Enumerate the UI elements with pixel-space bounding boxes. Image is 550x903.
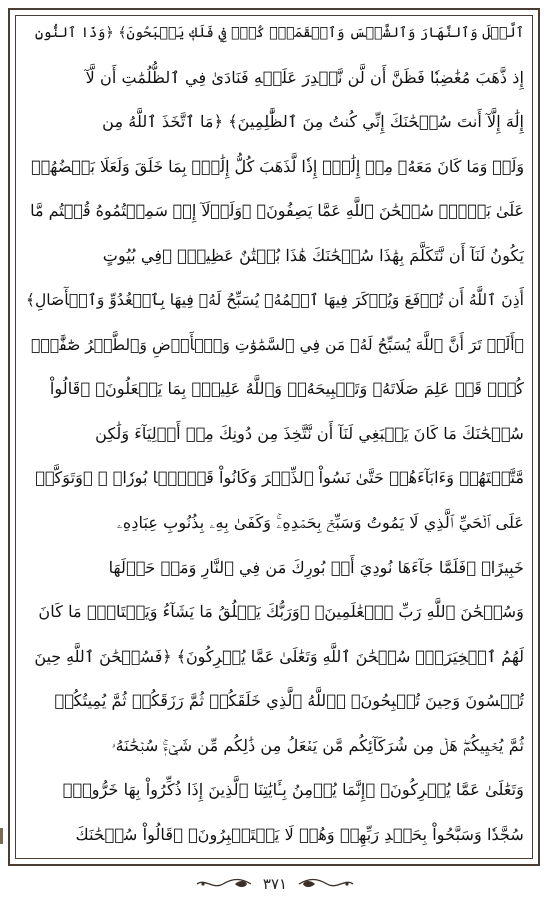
left-flourish-icon (195, 877, 253, 891)
text-line: كُلّٞ قَدۡ عَلِمَ صَلَاتَهُۥ وَتَسۡبِيحَهُۥۗ وَٱللَّهُ عَلِيمُۢ بِمَا يَفۡعَلُونَ﴾ ﴿قَالُواْ (49, 379, 524, 399)
text-line: لَهُمُ ٱلۡخِيَرَةُۚ سُبۡحَٰنَ ٱللَّهِ وَتَعَٰلَىٰ عَمَّا يُشۡرِكُونَ﴾ ﴿فَسُبۡحَٰنَ ٱللَّهِ حِينَ (34, 646, 524, 666)
text-line: سُجَّدٗا وَسَبَّحُواْ بِحَمۡدِ رَبِّهِمۡ وَهُمۡ لَا يَسۡتَكۡبِرُونَ﴾ ﴿قَالُواْ سُبۡحَٰنَكَ (75, 824, 524, 844)
text-line: إِذ ذَّهَبَ مُغَٰضِبٗا فَظَنَّ أَن لَّن نَّقۡدِرَ عَلَيۡهِ فَنَادَىٰ فِي ٱلظُّلُمَٰتِ أَن لَّآ (85, 67, 524, 87)
page-footer (0, 872, 550, 896)
text-line: عَلَى ٱلۡحَيِّ ٱلَّذِي لَا يَمُوتُ وَسَبِّحۡ بِحَمۡدِهِۦۚ وَكَفَىٰ بِهِۦ بِذُنُوبِ عِبَادِهِۦ (116, 513, 524, 533)
page-number: ٣٧١ (262, 875, 288, 893)
text-line: وَتَعَٰلَىٰ عَمَّا يُشۡرِكُونَ﴾ ﴿إِنَّمَا يُؤۡمِنُ بِـَٔايَٰتِنَا ٱلَّذِينَ إِذَا ذُكِّرُواْ بِهَا خَرُّواْۤ (62, 780, 524, 800)
scripture-text (26, 14, 524, 854)
text-line: تُمۡسُونَ وَحِينَ تُصۡبِحُونَ﴾ ﴿ٱللَّهُ ٱلَّذِي خَلَقَكُمۡ ثُمَّ رَزَقَكُمۡ ثُمَّ يُمِيتُكُمۡ (54, 691, 524, 711)
right-flourish-icon (297, 877, 355, 891)
edge-marker (0, 828, 3, 844)
text-line: خَبِيرًا﴾ ﴿فَلَمَّا جَآءَهَا نُودِيَ أَنۢ بُورِكَ مَن فِي ٱلنَّارِ وَمَنۡ حَوۡلَهَا (108, 557, 524, 577)
text-line: يَكُونُ لَنَآ أَن نَّتَكَلَّمَ بِهَٰذَا سُبۡحَٰنَكَ هَٰذَا بُهۡتَٰنٌ عَظِيمٞ﴾ ﴿فِي بُيُوتٍ (102, 245, 524, 265)
text-line: عَلَىٰ بَعۡضٖۚ سُبۡحَٰنَ ٱللَّهِ عَمَّا يَصِفُونَ﴾ ﴿وَلَوۡلَآ إِذۡ سَمِعۡتُمُوهُ قُلۡتُم مَّا (30, 201, 524, 221)
text-line: سُبۡحَٰنَكَ مَا كَانَ يَنۢبَغِي لَنَآ أَن نَّتَّخِذَ مِن دُونِكَ مِنۡ أَوۡلِيَآءَ وَلَٰكِن (95, 423, 524, 443)
text-line: وَسُبۡحَٰنَ ٱللَّهِ رَبِّ ٱلۡعَٰلَمِينَ﴾ ﴿وَرَبُّكَ يَخۡلُقُ مَا يَشَآءُ وَيَخۡتَارُۗ مَا كَانَ (38, 602, 524, 622)
text-line: أَذِنَ ٱللَّهُ أَن تُرۡفَعَ وَيُذۡكَرَ فِيهَا ٱسۡمُهُۥ يُسَبِّحُ لَهُۥ فِيهَا بِٱلۡغُدُوِّ وَٱلۡأٓصَالِ﴾ (26, 291, 524, 310)
text-line: مَّتَّعۡتَهُمۡ وَءَابَآءَهُمۡ حَتَّىٰ نَسُواْ ٱلذِّكۡرَ وَكَانُواْ قَوۡمَۢا بُورٗا﴾ ۞ ﴿وَتَوَكَّلۡ (35, 468, 524, 488)
text-line: وَلَدٖ وَمَا كَانَ مَعَهُۥ مِنۡ إِلَٰهٍۚ إِذٗا لَّذَهَبَ كُلُّ إِلَٰهِۭ بِمَا خَلَقَ وَلَعَلَا بَعۡضُهُمۡ (31, 156, 524, 176)
text-line: ٱلَّيۡلَ وَٱلنَّهَارَ وَٱلشَّمۡسَ وَٱلۡقَمَرَۖ كُلّٞ فِي فَلَكٖ يَسۡبَحُونَ﴾ ﴿وَذَا ٱلنُّونِ (34, 25, 524, 41)
text-line: إِلَٰهَ إِلَّآ أَنتَ سُبۡحَٰنَكَ إِنِّي كُنتُ مِنَ ٱلظَّٰلِمِينَ﴾ ﴿مَا ٱتَّخَذَ ٱللَّهُ مِن (102, 112, 524, 132)
text-line: ثُمَّ يُحۡيِيكُمۡۖ هَلۡ مِن شُرَكَآئِكُم مَّن يَفۡعَلُ مِن ذَٰلِكُم مِّن شَيۡءٖۚ سُبۡحَٰنَهُۥ (111, 735, 524, 755)
text-line: ﴿أَلَمۡ تَرَ أَنَّ ٱللَّهَ يُسَبِّحُ لَهُۥ مَن فِي ٱلسَّمَٰوَٰتِ وَٱلۡأَرۡضِ وَٱلطَّيۡرُ صَٰٓفَّٰتٖۖ (31, 335, 524, 354)
